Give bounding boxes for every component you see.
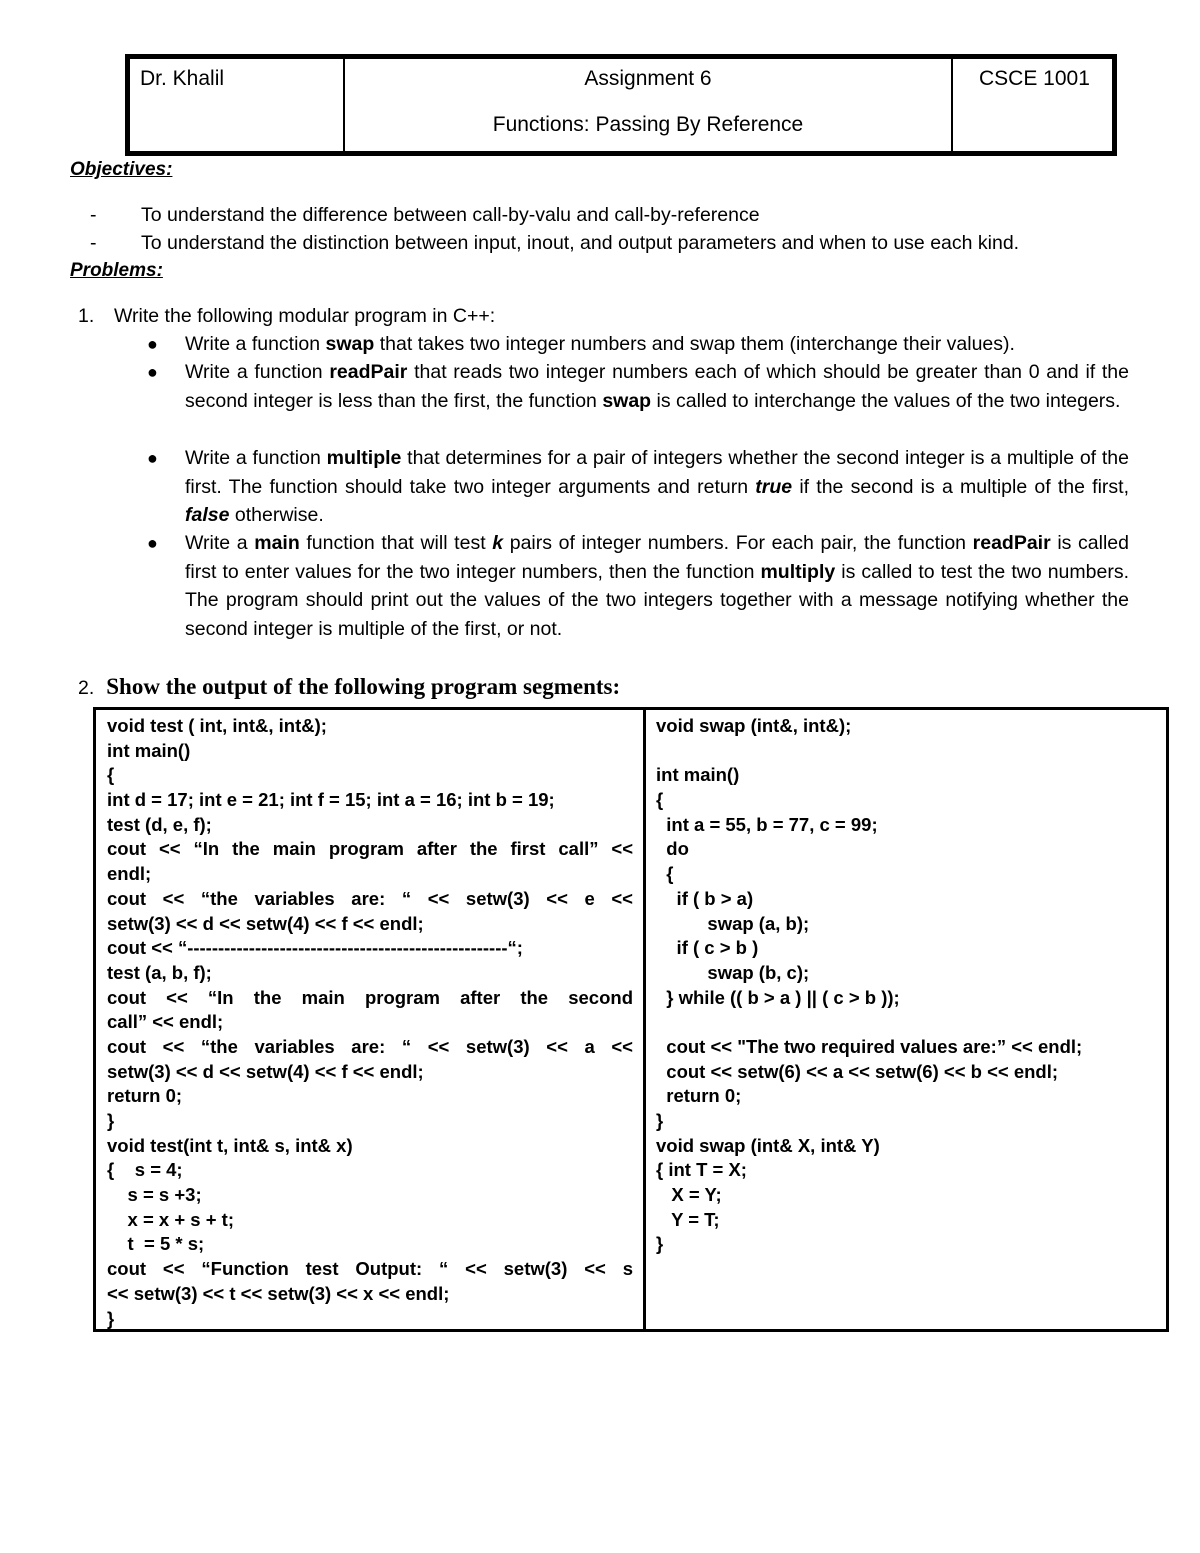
code-right-column xyxy=(646,710,1166,1329)
code-line: do xyxy=(656,838,689,860)
bullet-text: Write a function multiple that determines for a pair of integers whether the second integer is a multiple of the first. The function should take two integer arguments and return true if the second is a multiple of the first, false otherwise. xyxy=(185,447,1129,526)
code-line: return 0; xyxy=(107,1085,183,1107)
code-line: cout << “the variables are: “ << setw(3) << e << xyxy=(107,887,633,909)
code-line: endl; xyxy=(107,863,152,885)
bullet-text: Write a main function that will test k pairs of integer numbers. For each pair, the function readPair is called first to enter values for the two integer numbers, then the function multiply is called to test the two numbers. The program should print out the values of the two integers together with a message notifying whether the second integer is multiple of the first, or not. xyxy=(185,532,1129,640)
problem-2-number: 2. xyxy=(78,677,95,699)
problem-2-text: Show the output of the following program segments: xyxy=(106,674,621,699)
code-line: { xyxy=(656,863,674,885)
code-line: void test ( int, int&, int&); xyxy=(107,715,327,736)
problem-1-number: 1. xyxy=(78,305,95,327)
code-line: { xyxy=(107,764,115,786)
code-line: { int T = X; xyxy=(656,1159,747,1181)
code-line: void swap (int& X, int& Y) xyxy=(656,1134,880,1156)
code-line: cout << setw(6) << a << setw(6) << b << endl; xyxy=(656,1060,1059,1082)
bullet-text: Write a function swap that takes two integer numbers and swap them (interchange their values). xyxy=(185,333,1015,355)
code-line: void test(int t, int& s, int& x) xyxy=(107,1134,353,1156)
course-code: CSCE 1001 xyxy=(979,67,1090,90)
code-line: if ( c > b ) xyxy=(656,937,759,959)
bullet-dot: ● xyxy=(147,533,158,553)
header-table xyxy=(125,54,1117,156)
code-line: int main() xyxy=(107,739,191,761)
code-line: cout << “Function test Output: “ << setw(3) << s xyxy=(107,1258,633,1280)
code-line: test (d, e, f); xyxy=(107,813,212,835)
code-line: } xyxy=(656,1233,664,1255)
code-line: } while (( b > a ) || ( c > b )); xyxy=(656,986,900,1008)
code-table xyxy=(93,707,1169,1332)
code-line: if ( b > a) xyxy=(656,887,754,909)
code-line: cout << “In the main program after the second xyxy=(107,986,633,1008)
code-line: cout << "The two required values are:” << endl; xyxy=(656,1035,1083,1057)
code-line: << setw(3) << t << setw(3) << x << endl; xyxy=(107,1282,450,1304)
bullet-dot: ● xyxy=(147,362,158,382)
code-line: swap (b, c); xyxy=(656,961,810,983)
code-left-column xyxy=(96,710,646,1329)
code-line: cout << “----------------------------------------------------“; xyxy=(107,937,523,959)
course-cell xyxy=(953,59,1112,151)
code-line: x = x + s + t; xyxy=(107,1208,234,1230)
code-line: } xyxy=(107,1110,115,1131)
bullet-dot: ● xyxy=(147,448,158,468)
code-line: setw(3) << d << setw(4) << f << endl; xyxy=(107,912,424,934)
code-line: t = 5 * s; xyxy=(107,1233,205,1255)
objective-dash: - xyxy=(90,204,97,226)
assignment-subtitle: Functions: Passing By Reference xyxy=(492,113,804,136)
title-cell xyxy=(345,59,953,151)
problems-heading: Problems: xyxy=(70,260,163,281)
code-line: return 0; xyxy=(656,1085,742,1107)
code-line: setw(3) << d << setw(4) << f << endl; xyxy=(107,1060,424,1082)
code-line: Y = T; xyxy=(656,1208,720,1230)
assignment-title: Assignment 6 xyxy=(584,67,712,90)
bullet-dot: ● xyxy=(147,334,158,354)
code-line: call” << endl; xyxy=(107,1011,224,1033)
code-line: s = s +3; xyxy=(107,1184,202,1206)
code-line: int main() xyxy=(656,764,740,786)
code-line: { s = 4; xyxy=(107,1159,183,1181)
objective-dash: - xyxy=(90,232,97,254)
code-line: } xyxy=(107,1307,115,1329)
code-line: } xyxy=(656,1110,664,1131)
code-line: void swap (int&, int&); xyxy=(656,715,852,736)
instructor-cell xyxy=(130,59,345,151)
code-line: cout << “In the main program after the first call” << xyxy=(107,838,633,860)
code-line: test (a, b, f); xyxy=(107,961,212,983)
code-line: int a = 55, b = 77, c = 99; xyxy=(656,813,878,835)
bullet-text: Write a function readPair that reads two integer numbers each of which should be greater than 0 and if the second integer is less than the first, the function swap is called to interchange the values of the two integers. xyxy=(185,361,1129,412)
code-line: X = Y; xyxy=(656,1184,722,1206)
code-line: int d = 17; int e = 21; int f = 15; int a = 16; int b = 19; xyxy=(107,789,555,811)
problem-1-text: Write the following modular program in C++: xyxy=(114,305,496,327)
code-line xyxy=(656,739,1166,764)
objective-text: To understand the difference between call-by-valu and call-by-reference xyxy=(141,204,760,226)
code-line: { xyxy=(656,789,664,811)
objectives-heading: Objectives: xyxy=(70,159,173,180)
objective-text: To understand the distinction between input, inout, and output parameters and when to use each kind. xyxy=(141,232,1020,254)
code-line: swap (a, b); xyxy=(656,912,810,934)
code-line xyxy=(656,1010,1166,1035)
instructor-name: Dr. Khalil xyxy=(140,67,225,90)
code-line: cout << “the variables are: “ << setw(3) << a << xyxy=(107,1035,633,1057)
problem-2 xyxy=(78,674,620,700)
